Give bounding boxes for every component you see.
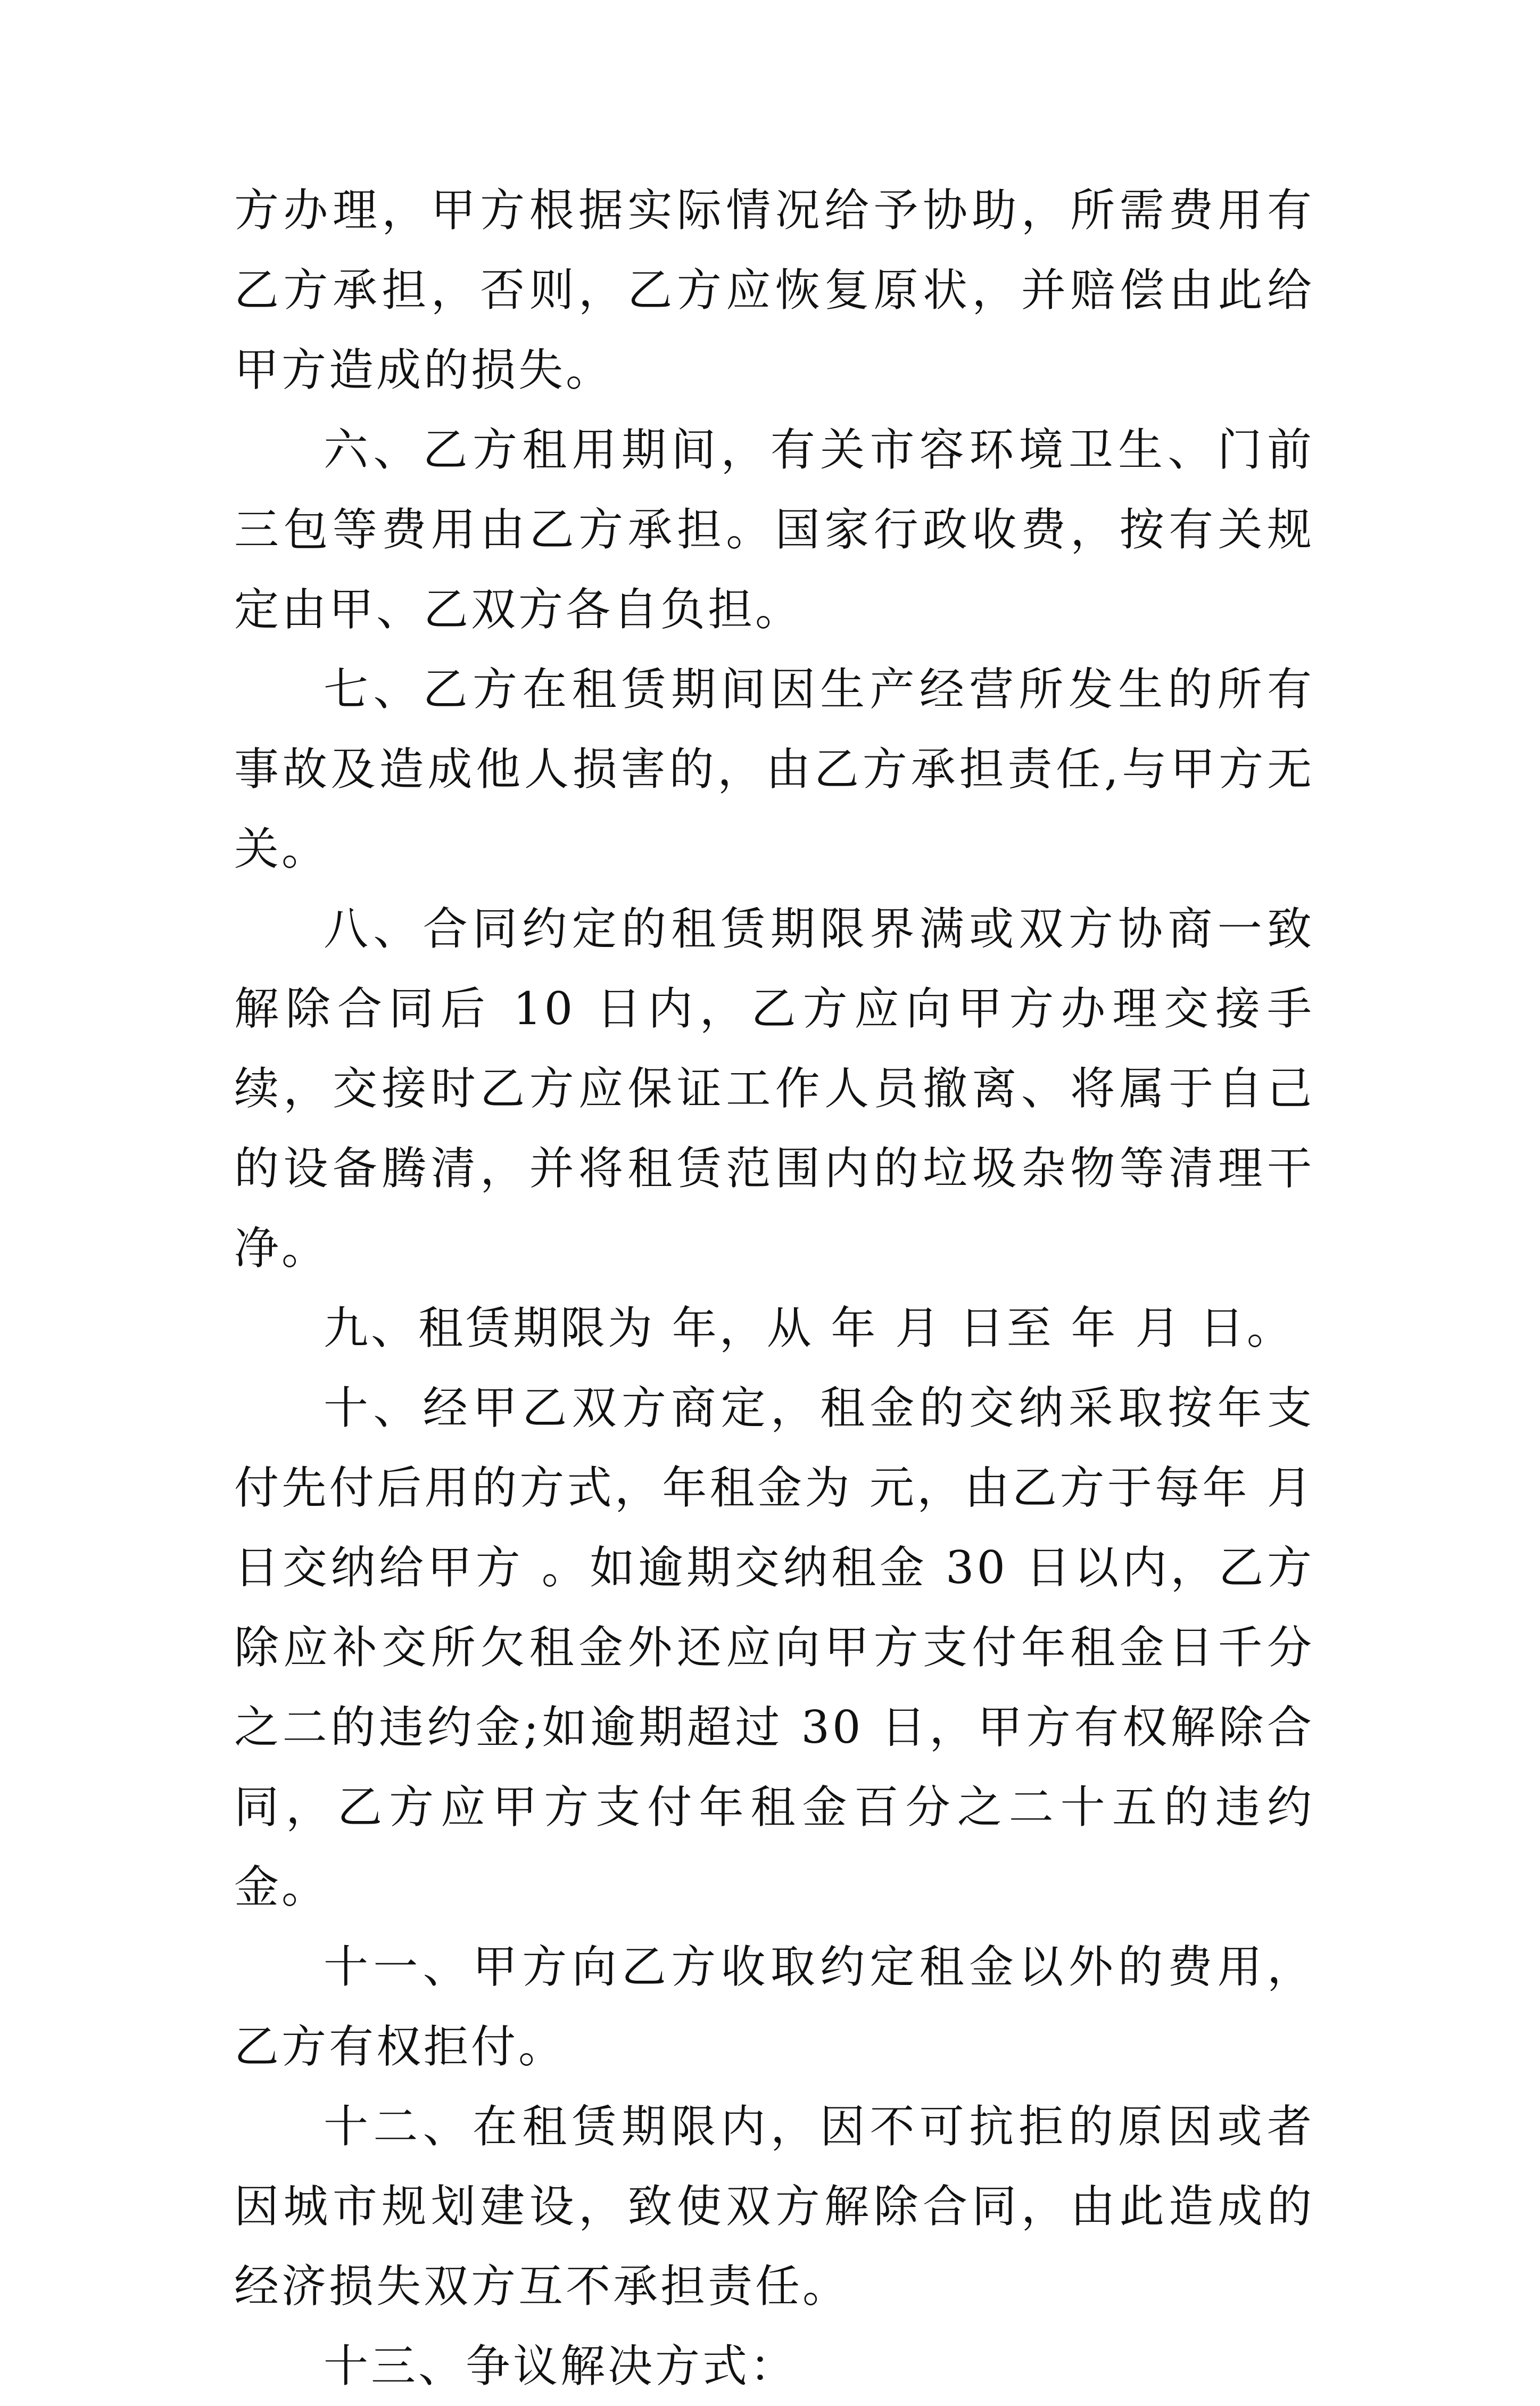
paragraph-clause-7: 七、乙方在租赁期间因生产经营所发生的所有事故及造成他人损害的，由乙方承担责任,与甲方无关。	[234, 663, 1314, 875]
paragraph-continued: 方办理，甲方根据实际情况给予协助，所需费用有乙方承担，否则，乙方应恢复原状，并赔偿由此给甲方造成的损失。	[234, 184, 1314, 396]
paragraph-clause-8: 八、合同约定的租赁期限界满或双方协商一致解除合同后 10 日内，乙方应向甲方办理交接手续，交接时乙方应保证工作人员撤离、将属于自己的设备腾清，并将租赁范围内的垃圾杂物等清理干净。	[234, 903, 1314, 1274]
paragraph-clause-13: 十三、争议解决方式：	[324, 2340, 798, 2392]
paragraph-clause-6: 六、乙方租用期间，有关市容环境卫生、门前三包等费用由乙方承担。国家行政收费，按有关规定由甲、乙双方各自负担。	[234, 424, 1314, 636]
paragraph-clause-12: 十二、在租赁期限内，因不可抗拒的原因或者因城市规划建设，致使双方解除合同，由此造成的经济损失双方互不承担责任。	[234, 2100, 1314, 2312]
contract-body	[234, 170, 1314, 2406]
paragraph-clause-10: 十、经甲乙双方商定，租金的交纳采取按年支付先付后用的方式，年租金为 元，由乙方于每年 月 日交纳给甲方 。如逾期交纳租金 30 日以内，乙方除应补交所欠租金外还应向甲方支付年租金日千分之二的违约金;如逾期超过 30 日，甲方有权解除合同，乙方应甲方支付年租金百分之二十五的违约金。	[234, 1382, 1314, 1913]
paragraph-clause-11: 十一、甲方向乙方收取约定租金以外的费用，乙方有权拒付。	[234, 1941, 1314, 2073]
paragraph-clause-9: 九、租赁期限为 年，从 年 月 日至 年 月 日。	[324, 1302, 1294, 1354]
